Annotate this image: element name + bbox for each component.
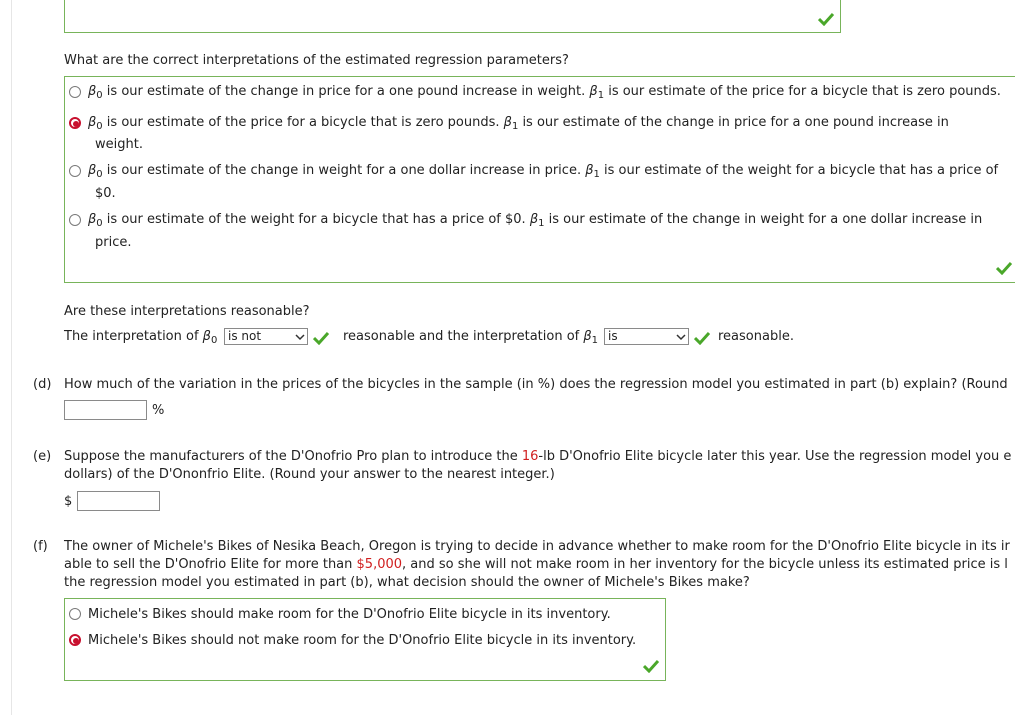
interp-prefix: The interpretation of $\beta_0$ [64, 329, 218, 346]
interpretation-option-3-continuation: $0. [95, 186, 116, 201]
beta1-symbol: $\beta_1$ [503, 115, 519, 132]
question-d-label: (d) [33, 377, 52, 392]
left-margin-line [11, 0, 12, 715]
correct-check-icon [996, 261, 1012, 275]
variation-percent-input[interactable] [64, 400, 147, 420]
chevron-down-icon [676, 332, 686, 342]
percent-unit: % [152, 403, 165, 418]
beta0-reasonable-select[interactable] [224, 328, 308, 345]
question-e-line2: dollars) of the D'Ononfrio Elite. (Round your answer to the nearest integer.) [64, 467, 555, 482]
question-d-text: How much of the variation in the prices of the bicycles in the sample (in %) does the regression model you estimated in part (b) explain? (Round [64, 377, 1008, 392]
beta0-symbol: $\beta_0$ [88, 84, 103, 101]
beta1-reasonable-select[interactable] [604, 328, 689, 345]
chevron-down-icon [295, 332, 305, 342]
interpretation-option-4-continuation: price. [95, 235, 132, 250]
interp-middle: reasonable and the interpretation of $\beta_1$ [343, 329, 599, 346]
beta0-symbol: $\beta_0$ [88, 212, 103, 229]
interpretation-option-4-text[interactable]: $\beta_0$ is our estimate of the weight for a bicycle that has a price of $0. $\beta_1$ is our estimate of the change in weight for a one dollar increase in [88, 212, 983, 229]
interpretation-option-2-text[interactable]: $\beta_0$ is our estimate of the price for a bicycle that is zero pounds. $\beta_1$ is our estimate of the change in price for a one pound increase in [88, 115, 949, 132]
interpretation-option-1-text[interactable]: $\beta_0$ is our estimate of the change in price for a one pound increase in weight. $\beta_1$ is our estimate of the price for a bicycle that is zero pounds. [88, 84, 1001, 101]
question-f-line2: able to sell the D'Onofrio Elite for more than $5,000, and so she will not make room in her inventory for the bicycle unless its estimated price is l [64, 557, 1008, 572]
question-e-line1: Suppose the manufacturers of the D'Onofrio Pro plan to introduce the 16-lb D'Onofrio Elite bicycle later this year. Use the regression model you e [64, 449, 1012, 464]
question-f-label: (f) [33, 539, 48, 554]
correct-check-icon [818, 12, 834, 26]
reasonable-prompt: Are these interpretations reasonable? [64, 304, 310, 319]
beta1-symbol: $\beta_1$ [583, 329, 599, 346]
decision-option-1-radio[interactable] [69, 608, 81, 620]
interpretation-option-3-radio[interactable] [69, 165, 81, 177]
beta0-symbol: $\beta_0$ [202, 329, 218, 346]
interpretation-option-1-radio[interactable] [69, 86, 81, 98]
correct-check-icon [694, 331, 710, 345]
beta1-symbol: $\beta_1$ [589, 84, 605, 101]
beta1-symbol: $\beta_1$ [529, 212, 545, 229]
decision-option-2-label[interactable]: Michele's Bikes should not make room for the D'Onofrio Elite bicycle in its inventory. [88, 633, 637, 648]
decision-option-2-radio[interactable] [69, 634, 81, 646]
interpretation-option-2-radio[interactable] [69, 117, 81, 129]
estimated-price-input[interactable] [77, 491, 160, 511]
correct-check-icon [313, 331, 329, 345]
beta0-select-value: is not [228, 329, 262, 343]
decision-option-1-label[interactable]: Michele's Bikes should make room for the D'Onofrio Elite bicycle in its inventory. [88, 607, 611, 622]
beta1-symbol: $\beta_1$ [585, 163, 600, 180]
dollar-sign: $ [64, 494, 73, 509]
question-f-line3: the regression model you estimated in part (b), what decision should the owner of Michele's Bikes make? [64, 575, 750, 590]
question-f-line1: The owner of Michele's Bikes of Nesika Beach, Oregon is trying to decide in advance whether to make room for the D'Onofrio Elite bicycle in its ir [64, 539, 1010, 554]
interpretation-prompt: What are the correct interpretations of the estimated regression parameters? [64, 53, 569, 68]
interpretation-option-3-text[interactable]: $\beta_0$ is our estimate of the change in weight for a one dollar increase in price. $\beta_1$ is our estimate of the weight for a bicycle that has a price of [88, 163, 999, 180]
interpretation-option-2-continuation: weight. [95, 137, 143, 152]
beta1-select-value: is [608, 329, 618, 343]
interpretation-option-4-radio[interactable] [69, 214, 81, 226]
top-answer-box [64, 0, 841, 33]
beta0-symbol: $\beta_0$ [88, 163, 103, 180]
interpretation-options-box [64, 76, 1015, 283]
correct-check-icon [643, 659, 659, 673]
question-e-label: (e) [33, 449, 52, 464]
beta0-symbol: $\beta_0$ [88, 115, 103, 132]
interp-suffix: reasonable. [718, 329, 794, 344]
